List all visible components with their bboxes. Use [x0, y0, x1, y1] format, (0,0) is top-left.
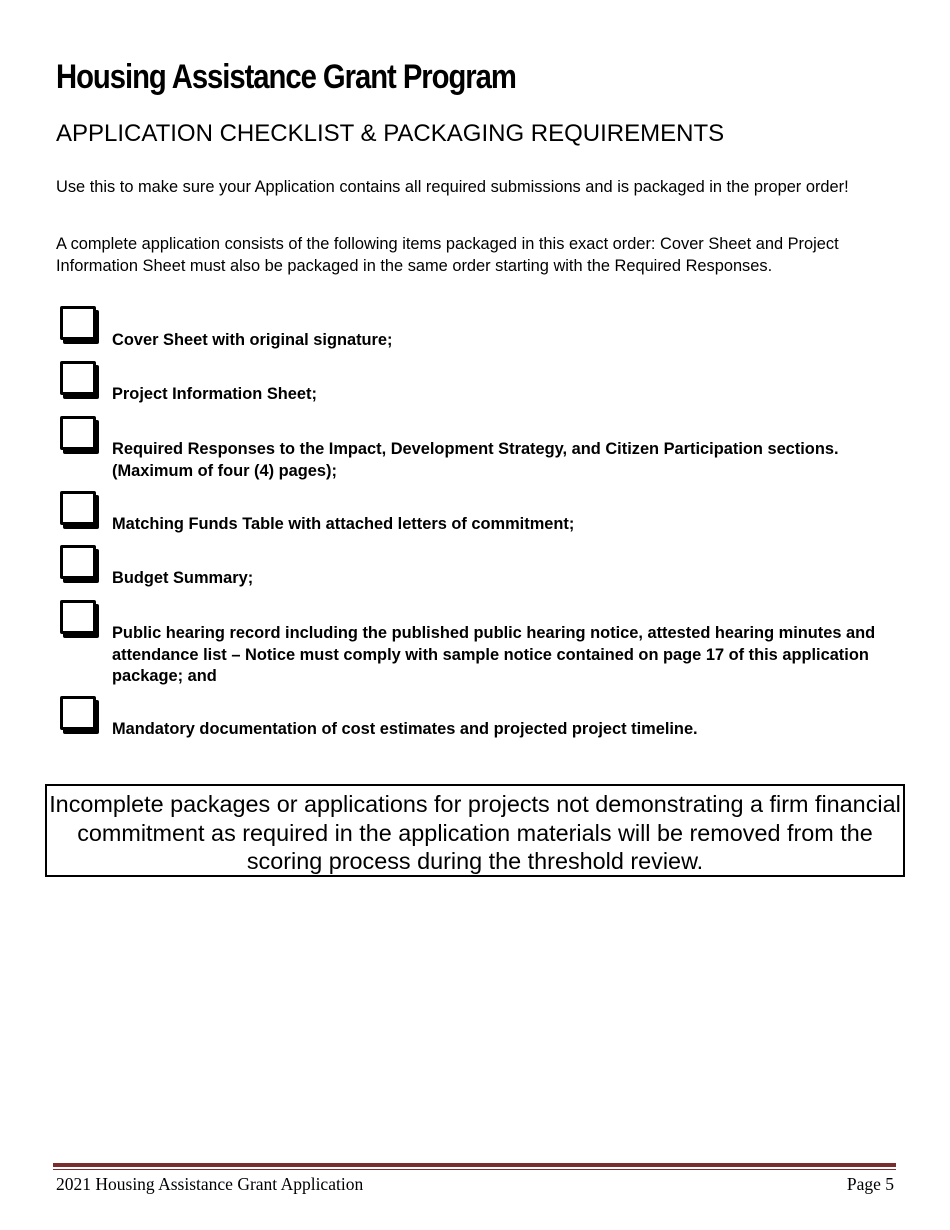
checkbox-required-responses[interactable]: [60, 416, 96, 450]
checkbox-cost-estimates[interactable]: [60, 696, 96, 730]
checklist-item-label: Budget Summary;: [112, 569, 254, 587]
checkbox-project-information[interactable]: [60, 361, 96, 395]
checkbox-cover-sheet[interactable]: [60, 306, 96, 340]
intro-paragraph-2: A complete application consists of the following items packaged in this exact order: Cover Sheet and Project Information Sheet must also be packaged in the same order starting with the Required Responses.: [56, 235, 839, 275]
checklist-item-label: Matching Funds Table with attached letters of commitment;: [112, 515, 575, 533]
checkbox-public-hearing[interactable]: [60, 600, 96, 634]
intro-paragraph-1: Use this to make sure your Application contains all required submissions and is packaged in the proper order!: [56, 178, 849, 196]
footer-rule: [53, 1163, 896, 1167]
footer-page-number: Page 5: [846, 1174, 894, 1194]
footer-rule-thin: [53, 1169, 896, 1170]
checklist-item-label: Public hearing record including the published public hearing notice, attested hearing minutes and attendance list – Notice must comply with sample notice contained on page 17 of this application package; and: [112, 624, 876, 685]
incomplete-package-notice: [45, 784, 905, 877]
checkbox-matching-funds[interactable]: [60, 491, 96, 525]
footer-document-name: 2021 Housing Assistance Grant Application: [56, 1174, 364, 1194]
section-subtitle: APPLICATION CHECKLIST & PACKAGING REQUIREMENTS: [56, 120, 725, 147]
notice-text: Incomplete packages or applications for projects not demonstrating a firm financial commitment as required in the application materials will be removed from the scoring process during the threshold review.: [49, 791, 901, 874]
checklist-item-label: Required Responses to the Impact, Development Strategy, and Citizen Participation sections. (Maximum of four (4) pages);: [112, 440, 839, 480]
checkbox-budget-summary[interactable]: [60, 545, 96, 579]
checklist-item-label: Mandatory documentation of cost estimates and projected project timeline.: [112, 720, 698, 738]
page-title: Housing Assistance Grant Program: [56, 58, 516, 96]
checklist-item-label: Project Information Sheet;: [112, 385, 317, 403]
checklist-item-label: Cover Sheet with original signature;: [112, 331, 393, 349]
